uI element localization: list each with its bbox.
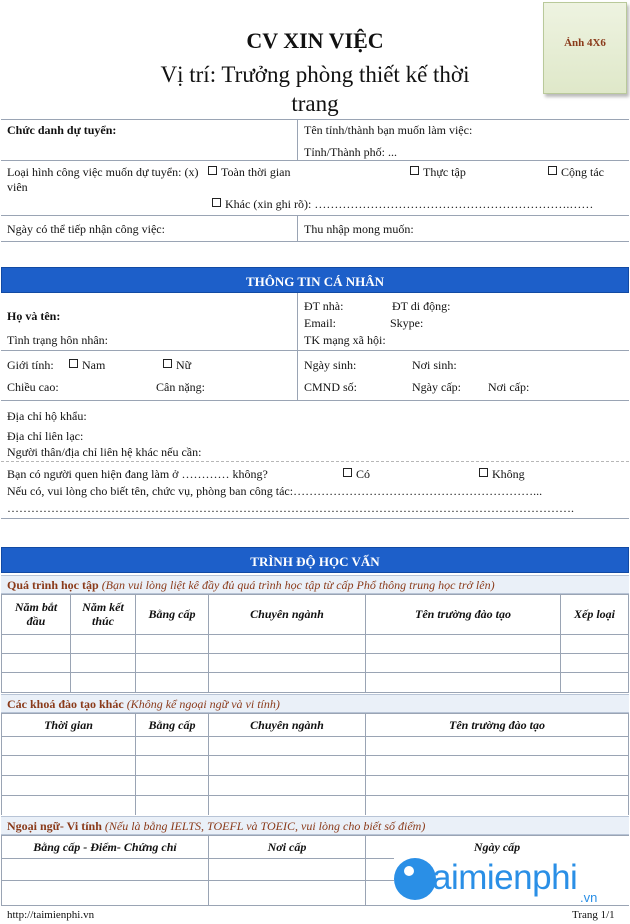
relative-contact-label: Người thân/địa chỉ liên hệ khác nếu cần: (7, 445, 202, 459)
job-type-label: Loại hình công việc muốn dự tuyển: (x) (7, 165, 199, 179)
birthplace-label: Nơi sinh: (412, 358, 457, 372)
col-degree: Bằng cấp (148, 718, 196, 732)
study-process-label: Quá trình học tập (7, 578, 99, 592)
table-row (1, 634, 629, 635)
table-row (1, 736, 629, 737)
position-applied-label: Chức danh dự tuyển: (7, 123, 117, 137)
no-label: Không (492, 467, 525, 481)
female-label: Nữ (176, 358, 192, 372)
acquaintance-question: Bạn có người quen hiện đang làm ở ………… không? (7, 467, 268, 481)
other-courses-label: Các khoá đào tạo khác (7, 697, 124, 711)
study-process-subheader (1, 575, 629, 594)
intern-label: Thực tập (423, 165, 466, 179)
checkbox-icon[interactable] (163, 359, 172, 368)
female-option[interactable] (163, 358, 191, 373)
cv-title: CV XIN VIỆC (246, 28, 384, 53)
col-issuer: Nơi cấp (267, 840, 307, 854)
province-field[interactable]: Tỉnh/Thành phố: ... (304, 145, 397, 159)
male-label: Nam (82, 358, 106, 372)
col-start-year: Năm bắt đầu (14, 600, 58, 628)
personal-info-header: THÔNG TIN CÁ NHÂN (1, 267, 629, 293)
male-option[interactable] (69, 358, 105, 373)
intern-option[interactable] (410, 165, 466, 180)
marital-label: Tình trạng hôn nhân: (7, 333, 108, 347)
table-row (1, 775, 629, 776)
home-phone-label: ĐT nhà: (304, 299, 344, 313)
weight-label: Cân nặng: (156, 380, 205, 394)
education-header: TRÌNH ĐỘ HỌC VẤN (1, 547, 629, 573)
email-label: Email: (304, 316, 336, 330)
taimienphi-logo (394, 856, 630, 908)
permanent-address-label: Địa chỉ hộ khẩu: (7, 409, 87, 423)
language-it-note: (Nếu là bằng IELTS, TOEFL và TOEIC, vui lòng cho biết số điểm) (104, 819, 426, 833)
language-it-label: Ngoại ngữ- Vi tính (7, 819, 102, 833)
footer-divider (1, 905, 629, 906)
page-number: Trang 1/1 (572, 909, 615, 921)
fulltime-label: Toàn thời gian (221, 165, 291, 179)
other-fill-dots: ……………………………………………………….…… (314, 197, 594, 211)
acquaintance-no-option[interactable] (479, 467, 525, 482)
col-major: Chuyên ngành (250, 718, 324, 732)
acquaintance-details: Nếu có, vui lòng cho biết tên, chức vụ, phòng ban công tác:……………………………………………………... (7, 484, 543, 498)
issue-place-label: Nơi cấp: (488, 380, 530, 394)
table-row (1, 795, 629, 796)
checkbox-icon[interactable] (548, 166, 557, 175)
logo-wordmark: aimienphi (432, 858, 578, 897)
col-degree: Bằng cấp (148, 607, 196, 621)
logo-suffix: .vn (580, 890, 598, 905)
divider (297, 215, 298, 241)
divider (628, 594, 629, 693)
social-label: TK mạng xã hội: (304, 333, 386, 347)
divider (1, 518, 629, 519)
study-process-note: (Bạn vui lòng liệt kê đầy đủ quá trình học tập từ cấp Phổ thông trung học trở lên) (101, 578, 495, 592)
checkbox-icon[interactable] (208, 166, 217, 175)
mobile-label: ĐT di động: (392, 299, 451, 313)
divider (628, 713, 629, 815)
issue-date-label: Ngày cấp: (412, 380, 461, 394)
col-certificate: Bằng cấp - Điểm- Chứng chỉ (33, 840, 177, 854)
contact-address-label: Địa chỉ liên lạc: (7, 429, 84, 443)
start-date-label: Ngày có thể tiếp nhận công việc: (7, 222, 165, 236)
other-label: Khác (xin ghi rõ): (225, 197, 312, 211)
divider (297, 293, 298, 400)
col-major: Chuyên ngành (250, 607, 324, 621)
divider (297, 119, 298, 160)
id-number-label: CMND số: (304, 380, 358, 394)
divider (70, 594, 71, 693)
checkbox-icon[interactable] (212, 198, 221, 207)
salary-label: Thu nhập mong muốn: (304, 222, 414, 236)
divider (1, 241, 629, 242)
position-title: Vị trí: Trưởng phòng thiết kế thời trang (160, 62, 470, 116)
collab-label: Cộng tác (561, 165, 604, 179)
acquaintance-yes-option[interactable] (343, 467, 370, 482)
other-courses-note: (Không kể ngoại ngữ và vi tính) (126, 697, 280, 711)
table-row (1, 755, 629, 756)
yes-label: Có (356, 467, 371, 481)
table-row (1, 672, 629, 673)
logo-t-icon (394, 858, 436, 900)
fill-dots-line: ……………………………………………………………………………………………………………………………. (7, 501, 574, 515)
dob-label: Ngày sinh: (304, 358, 357, 372)
fulltime-option[interactable] (208, 165, 291, 180)
checkbox-icon[interactable] (479, 468, 488, 477)
language-it-subheader (1, 816, 629, 835)
city-preference-label: Tên tỉnh/thành bạn muốn làm việc: (304, 123, 473, 137)
divider (1, 400, 629, 401)
other-option[interactable] (212, 197, 593, 212)
col-school: Tên trường đào tạo (449, 718, 545, 732)
col-school: Tên trường đào tạo (415, 607, 511, 621)
col-end-year: Năm kết thúc (82, 600, 124, 628)
divider (1, 350, 629, 351)
footer-url[interactable]: http://taimienphi.vn (7, 909, 95, 921)
job-type-label-cont: viên (7, 180, 28, 194)
height-label: Chiều cao: (7, 380, 59, 394)
checkbox-icon[interactable] (343, 468, 352, 477)
other-courses-subheader (1, 694, 629, 713)
table-row (1, 653, 629, 654)
table-row (1, 692, 629, 693)
divider (1, 215, 629, 216)
col-issue-date: Ngày cấp (473, 840, 521, 854)
photo-placeholder: Ảnh 4X6 (543, 2, 627, 94)
col-time: Thời gian (44, 718, 93, 732)
divider (1, 160, 629, 161)
divider (1, 461, 629, 462)
checkbox-icon[interactable] (69, 359, 78, 368)
gender-label: Giới tính: (7, 358, 54, 372)
collab-option[interactable] (548, 165, 604, 180)
fullname-label: Họ và tên: (7, 309, 61, 323)
table-row (1, 858, 394, 859)
checkbox-icon[interactable] (410, 166, 419, 175)
col-rank: Xếp loại (574, 607, 615, 621)
divider (1, 119, 629, 120)
table-row (1, 880, 394, 881)
skype-label: Skype: (390, 316, 424, 330)
